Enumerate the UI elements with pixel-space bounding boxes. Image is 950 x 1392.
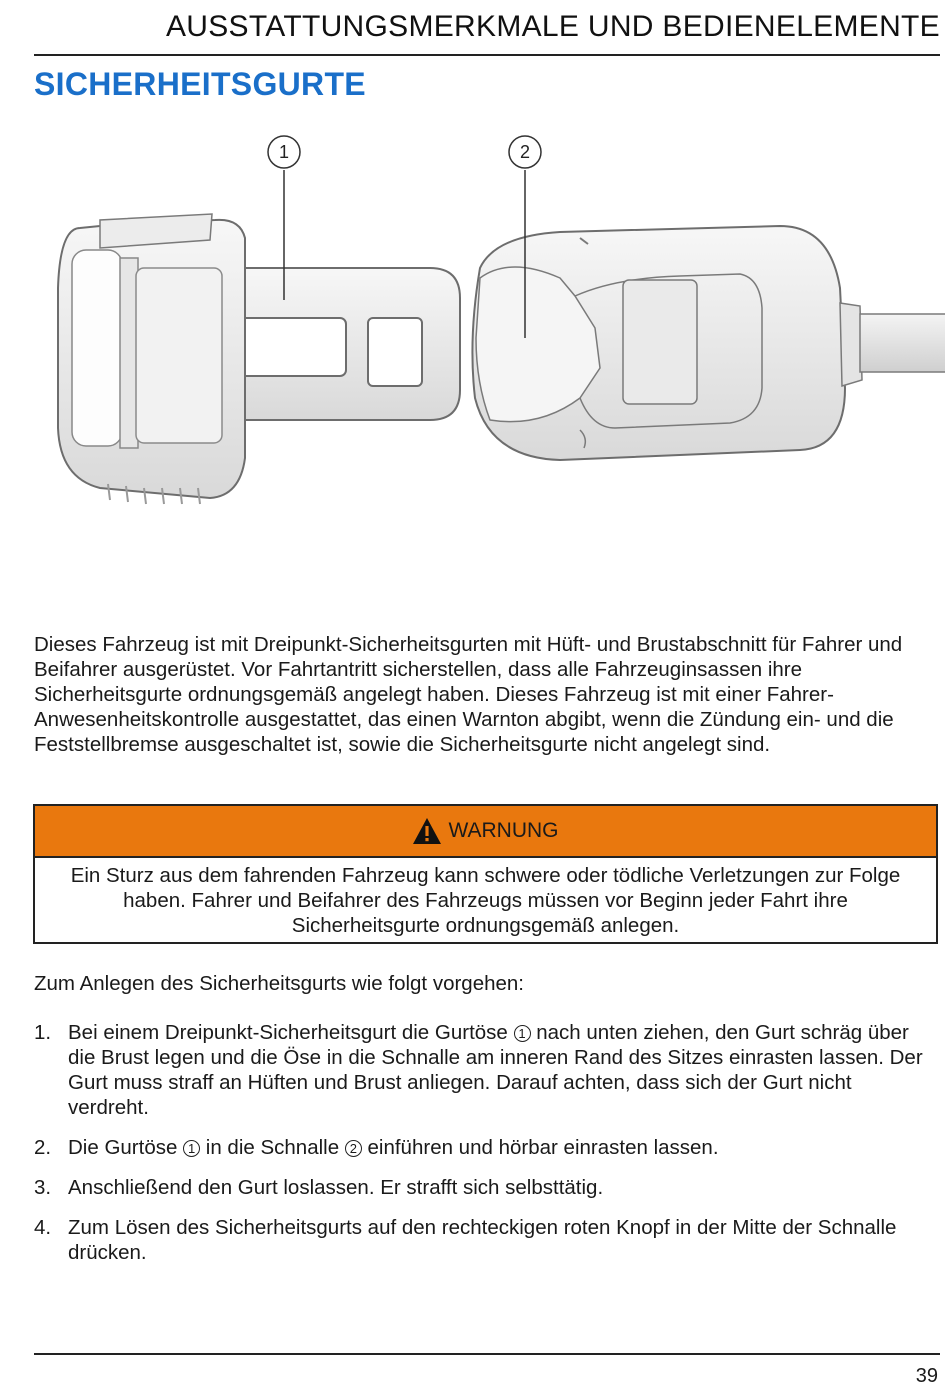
step-number: 3. bbox=[34, 1176, 52, 1199]
steps-intro: Zum Anlegen des Sicherheitsgurts wie folgt vorgehen: bbox=[34, 972, 524, 995]
step-text: Die Gurtöse 1 in die Schnalle 2 einführen und hörbar einrasten lassen. bbox=[68, 1136, 719, 1159]
belt-strap bbox=[840, 303, 945, 386]
page-number: 39 bbox=[915, 1365, 938, 1387]
list-item bbox=[34, 1175, 924, 1200]
step-number: 2. bbox=[34, 1136, 52, 1159]
steps-list bbox=[34, 1020, 924, 1280]
seatbelt-illustration bbox=[40, 128, 945, 528]
warning-label: WARNUNG bbox=[448, 819, 559, 842]
warning-box bbox=[33, 804, 938, 944]
list-item bbox=[34, 1020, 924, 1120]
chapter-title: AUSSTATTUNGSMERKMALE UND BEDIENELEMENTE bbox=[165, 10, 940, 43]
step-number: 4. bbox=[34, 1216, 52, 1239]
list-item bbox=[34, 1215, 924, 1265]
svg-text:2: 2 bbox=[519, 142, 531, 162]
callout-ref-1: 1 bbox=[183, 1140, 200, 1157]
callout-ref-1: 1 bbox=[514, 1025, 531, 1042]
latch-plate-head bbox=[58, 214, 245, 504]
warning-header bbox=[35, 806, 936, 858]
buckle-body bbox=[472, 226, 845, 460]
latch-plate-tongue bbox=[210, 268, 460, 420]
section-title: SICHERHEITSGURTE bbox=[34, 66, 366, 102]
step-text: Anschließend den Gurt loslassen. Er strafft sich selbsttätig. bbox=[68, 1176, 604, 1199]
step-number: 1. bbox=[34, 1021, 52, 1044]
footer-divider bbox=[34, 1353, 940, 1355]
intro-paragraph: Dieses Fahrzeug ist mit Dreipunkt-Sicherheitsgurten mit Hüft- und Brustabschnitt für Fahrer und Beifahrer ausgerüstet. Vor Fahrtantritt sicherstellen, dass alle Fahrzeuginsassen ihre Sicherheitsgurte ordnungsgemäß angelegt haben. Dieses Fahrzeug ist mit einer Fahrer-Anwesenheitskontrolle ausgestattet, das einen Warnton abgibt, wenn die Zündung ein- und die Feststellbremse ausgeschaltet ist, sowie die Sicherheitsgurte nicht angelegt sind. bbox=[34, 633, 903, 756]
warning-triangle-icon bbox=[412, 817, 442, 845]
callout-ref-2: 2 bbox=[345, 1140, 362, 1157]
step-text: Zum Lösen des Sicherheitsgurts auf den rechteckigen roten Knopf in der Mitte der Schnalle drücken. bbox=[68, 1216, 897, 1264]
list-item bbox=[34, 1135, 924, 1160]
header-divider bbox=[34, 54, 940, 56]
svg-text:1: 1 bbox=[278, 142, 290, 162]
warning-text: Ein Sturz aus dem fahrenden Fahrzeug kann schwere oder tödliche Verletzungen zur Folge haben. Fahrer und Beifahrer des Fahrzeugs müssen vor Beginn jeder Fahrt ihre Sicherheitsgurte ordnungsgemäß anlegen. bbox=[70, 864, 901, 937]
step-text: Bei einem Dreipunkt-Sicherheitsgurt die Gurtöse 1 nach unten ziehen, den Gurt schräg über die Brust legen und die Öse in die Schnalle am inneren Rand des Sitzes einrasten lassen. Der Gurt muss straff an Hüften und Brust anliegen. Darauf achten, dass sich der Gurt nicht verdreht. bbox=[68, 1021, 923, 1119]
